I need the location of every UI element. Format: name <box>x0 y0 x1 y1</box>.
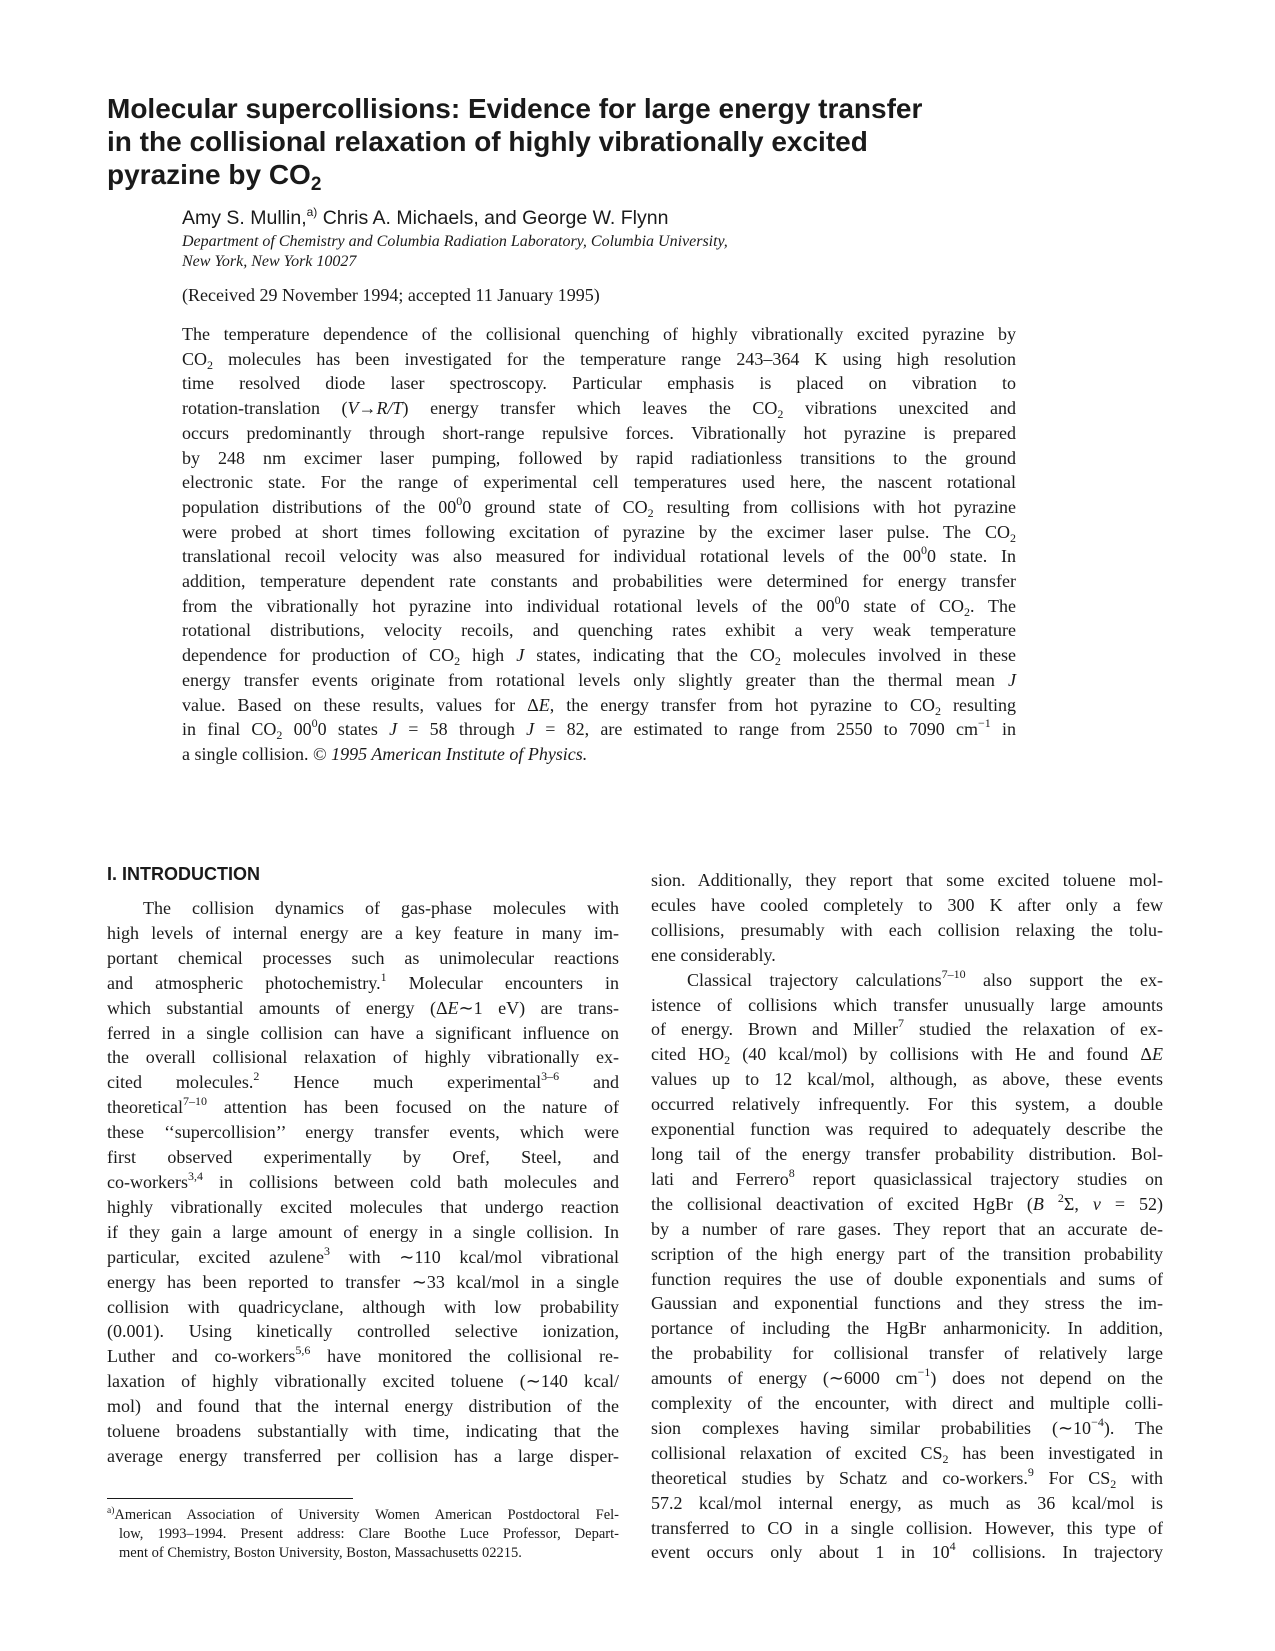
abstract-line: energy transfer events originate from rotational levels only slightly greater than the thermal mean J <box>182 669 1016 690</box>
abstract-line: rotational distributions, velocity recoils, and quenching rates exhibit a very weak temperature <box>182 620 1016 641</box>
title-text: pyrazine by CO <box>107 159 311 190</box>
abstract-line: $CO_2$ molecules has been investigated for the temperature range 243–364 K using high resolution <box>182 348 1016 372</box>
body-line: Classical trajectory calculations$^{7-10}$ also support the ex- <box>687 966 1163 990</box>
body-line: (0.001). Using kinetically controlled selective ionization, <box>107 1321 619 1342</box>
body-line: and atmospheric photochemistry.$^1$ Molecular encounters in <box>107 969 619 993</box>
body-line: exponential function was required to adequately describe the <box>651 1119 1163 1140</box>
paragraph <box>651 868 1163 1565</box>
body-line: occurred relatively infrequently. For this system, a double <box>651 1094 1163 1115</box>
body-line: portant chemical processes such as unimolecular reactions <box>107 947 619 968</box>
body-line: scription of the high energy part of the transition probability <box>651 1243 1163 1264</box>
body-line: the probability for collisional transfer of relatively large <box>651 1343 1163 1364</box>
body-line: high levels of internal energy are a key feature in many im- <box>107 922 619 943</box>
abstract-line: population distributions of the $00^00$ ground state of $CO_2$ resulting from collisions with hot pyrazine <box>182 493 1016 520</box>
received-dates: (Received 29 November 1994; accepted 11 January 1995) <box>182 285 600 305</box>
abstract-line: translational recoil velocity was also measured for individual rotational levels of the $00^00$ state. In <box>182 543 1017 567</box>
body-line: laxation of highly vibrationally excited toluene (∼140 kcal/ <box>107 1371 619 1392</box>
body-column-right <box>651 868 1163 1565</box>
body-line: if they gain a large amount of energy in a single collision. In <box>107 1221 619 1242</box>
footnote-rule <box>107 1498 353 1499</box>
body-line: theoretical studies by Schatz and co-workers.$^9$ For $CS_2$ with <box>651 1464 1163 1491</box>
body-line: co-workers$^{3,4}$ in collisions between cold bath molecules and <box>107 1168 619 1192</box>
body-line: of energy. Brown and Miller$^7$ studied the relaxation of ex- <box>651 1016 1164 1040</box>
author-list <box>182 207 668 230</box>
author-name: Amy S. Mullin, <box>182 207 307 229</box>
body-line: highly vibrationally excited molecules that undergo reaction <box>107 1196 619 1217</box>
body-line: istence of collisions which transfer unusually large amounts <box>651 994 1163 1015</box>
body-line: theoretical$^{7-10}$ attention has been focused on the nature of <box>107 1094 619 1118</box>
paragraph <box>107 896 619 1469</box>
abstract-line: a single collision. © 1995 American Institute of Physics. <box>182 743 588 764</box>
abstract-line: time resolved diode laser spectroscopy. Particular emphasis is placed on vibration to <box>182 373 1016 394</box>
body-line: event occurs only about 1 in $10^4$ collisions. In trajectory <box>651 1539 1163 1563</box>
body-line: first observed experimentally by Oref, Steel, and <box>107 1147 619 1168</box>
body-line: the overall collisional relaxation of highly vibrationally ex- <box>107 1047 619 1068</box>
body-line: toluene broadens substantially with time, indicating that the <box>107 1421 619 1442</box>
body-line: by a number of rare gases. They report that an accurate de- <box>651 1218 1163 1239</box>
footnote-line: ment of Chemistry, Boston University, Boston, Massachusetts 02215. <box>119 1545 522 1561</box>
body-line: collisional relaxation of excited $CS_2$ has been investigated in <box>651 1442 1164 1466</box>
title-line: Molecular supercollisions: Evidence for large energy transfer <box>107 93 923 124</box>
abstract-line: electronic state. For the range of experimental cell temperatures used here, the nascent rotational <box>182 472 1016 493</box>
author-name: Chris A. Michaels, and George W. Flynn <box>317 207 669 229</box>
abstract-line: The temperature dependence of the collisional quenching of highly vibrationally excited pyrazine by <box>182 324 1016 344</box>
body-line: these ‘‘supercollision’’ energy transfer events, which were <box>107 1122 619 1143</box>
abstract-line: addition, temperature dependent rate constants and probabilities were determined for energy transfer <box>182 571 1016 592</box>
body-line: Luther and co-workers$^{5,6}$ have monitored the collisional re- <box>107 1343 619 1367</box>
body-line: transferred to CO in a single collision. However, this type of <box>651 1517 1163 1538</box>
body-line: ene considerably. <box>651 944 776 965</box>
affiliation-line: Department of Chemistry and Columbia Radiation Laboratory, Columbia University, <box>182 233 728 250</box>
body-line: ecules have cooled completely to 300 K after only a few <box>651 894 1163 915</box>
subscript: 2 <box>310 174 322 195</box>
body-line: long tail of the energy transfer probability distribution. Bol- <box>651 1143 1163 1164</box>
body-line: The collision dynamics of gas-phase molecules with <box>143 898 619 918</box>
footnote-line: low, 1993–1994. Present address: Clare Boothe Luce Professor, Depart- <box>119 1526 619 1542</box>
abstract-line: were probed at short times following excitation of pyrazine by the excimer laser pulse. The $CO_2$ <box>182 521 1016 545</box>
body-line: portance of including the HgBr anharmonicity. In addition, <box>651 1318 1163 1339</box>
body-line: amounts of energy (∼6000 $cm^{-1}$) does not depend on the <box>651 1365 1163 1389</box>
body-line: the collisional deactivation of excited HgBr (B $^2$Σ, v = 52) <box>651 1190 1163 1214</box>
body-line: energy has been reported to transfer ∼33 kcal/mol in a single <box>107 1271 619 1292</box>
body-line: Gaussian and exponential functions and they stress the im- <box>651 1293 1163 1314</box>
body-line: mol) and found that the internal energy distribution of the <box>107 1396 619 1417</box>
affiliation-line: New York, New York 10027 <box>182 253 357 270</box>
title-line <box>107 158 987 195</box>
abstract-line: dependence for production of $CO_2$ high J states, indicating that the $CO_2$ molecules involved in these <box>182 645 1016 669</box>
body-line: cited molecules.$^2$ Hence much experimental$^{3-6}$ and <box>107 1069 619 1093</box>
title-line: in the collisional relaxation of highly vibrationally excited <box>107 126 868 157</box>
body-line: sion complexes having similar probabilities $(\sim 10^{-4})$. The <box>651 1414 1164 1438</box>
body-line: cited $HO_2$ (40 kcal/mol) by collisions with He and found ΔE <box>651 1044 1163 1068</box>
abstract-line: in final $CO_2$ $00^00$ states J = 58 through J = 82, are estimated to range from 2550 to 7090 $cm^{-1}$ in <box>182 716 1016 743</box>
abstract <box>182 322 1016 767</box>
section-heading: I. INTRODUCTION <box>107 864 260 884</box>
body-line: which substantial amounts of energy (ΔE∼1 eV) are trans- <box>107 997 619 1018</box>
abstract-line: value. Based on these results, values for ΔE, the energy transfer from hot pyrazine to $CO_2$ resulting <box>182 694 1016 718</box>
body-line: function requires the use of double exponentials and sums of <box>651 1268 1163 1289</box>
body-line: average energy transferred per collision has a large disper- <box>107 1445 619 1466</box>
body-line: collision with quadricyclane, although with low probability <box>107 1296 619 1317</box>
abstract-line: occurs predominantly through short-range repulsive forces. Vibrationally hot pyrazine is prepared <box>182 422 1016 443</box>
footnote-mark: a) <box>306 205 318 219</box>
body-line: lati and Ferrero$^8$ report quasiclassical trajectory studies on <box>651 1165 1164 1189</box>
footnote-mark: a) <box>107 1506 115 1516</box>
body-line: ferred in a single collision can have a significant influence on <box>107 1022 619 1043</box>
title-block <box>107 92 987 195</box>
body-line: particular, excited azulene$^3$ with ∼110 kcal/mol vibrational <box>107 1243 619 1267</box>
abstract-line: rotation-translation (V→R/T) energy transfer which leaves the $CO_2$ vibrations unexcited and <box>182 398 1016 422</box>
footnote <box>107 1506 619 1563</box>
body-line: collisions, presumably with each collision relaxing the tolu- <box>651 919 1163 940</box>
abstract-line: by 248 nm excimer laser pumping, followed by rapid radiationless transitions to the ground <box>182 447 1016 468</box>
body-line: 57.2 kcal/mol internal energy, as much as 36 kcal/mol is <box>651 1492 1163 1513</box>
article-title <box>107 92 987 195</box>
body-line: sion. Additionally, they report that some excited toluene mol- <box>651 870 1163 890</box>
body-line: complexity of the encounter, with direct and multiple colli- <box>651 1393 1163 1414</box>
affiliation <box>182 232 728 272</box>
body-column-left <box>107 868 619 1469</box>
abstract-line: from the vibrationally hot pyrazine into individual rotational levels of the $00^00$ state of $CO_2$. The <box>182 592 1016 619</box>
body-line: values up to 12 kcal/mol, although, as above, these events <box>651 1069 1163 1090</box>
footnote-line: $^{a)}$American Association of University Women American Postdoctoral Fel- <box>107 1506 619 1523</box>
